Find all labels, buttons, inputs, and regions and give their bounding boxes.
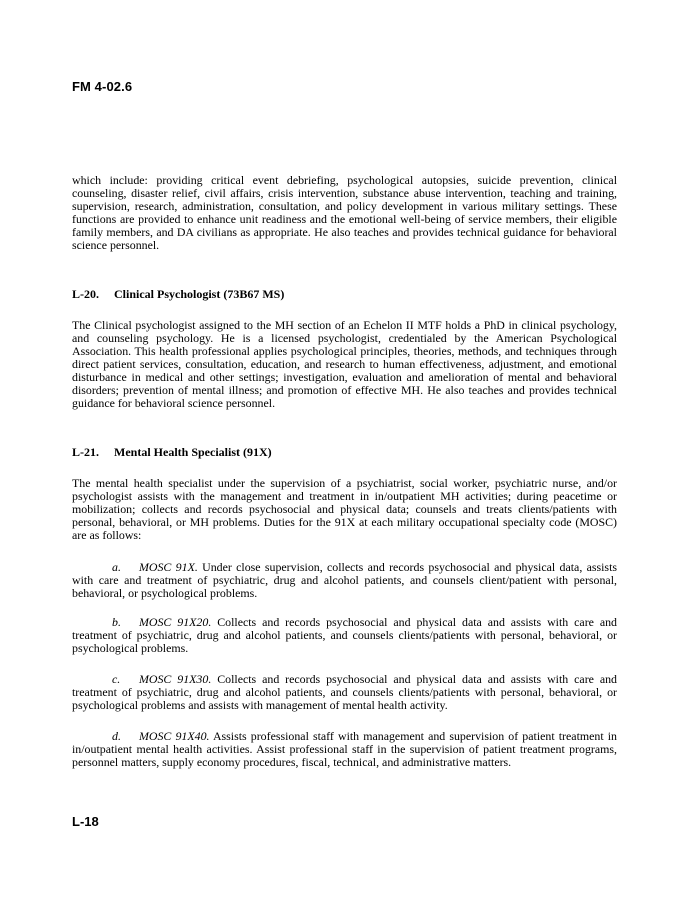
subparagraph-text: Collects and records psychosocial and physical data and assists with care and treatment of psychiatric, drug and alcohol patients, and counsels clients/patients with personal, behavioral, or psychological problems. xyxy=(72,615,618,655)
section-l21-paragraph: The mental health specialist under the supervision of a psychiatrist, social worker, psychiatric nurse, and/or psychologist assists with the management and treatment in in/outpatient MH activities; during peacetime or mobilization; collects and records psychosocial and physical data; counsels and treats clients/patients with personal, behavioral, or MH problems. Duties for the 91X at each military occupational specialty code (MOSC) are as follows: xyxy=(72,476,617,542)
subparagraph-label: MOSC 91X40. xyxy=(139,729,210,743)
section-l20-paragraph: The Clinical psychologist assigned to the MH section of an Echelon II MTF holds a PhD in clinical psychology, and counseling psychology. He is a licensed psychologist, credentialed by the American Psychological Association. This health professional applies psychological principles, theories, methods, and techniques through direct patient services, consultation, education, and research to human effectiveness, adjustment, and emotional disturbance in medical and other settings; investigation, evaluation and amelioration of mental and behavioral disorders; prevention of mental illness; and promotion of effective MH. He also teaches and provides technical guidance for behavioral science personnel. xyxy=(72,318,617,410)
subparagraph-text: Assists professional staff with management and supervision of patient treatment in in/outpatient mental health activities. Assist professional staff in the supervision of patient treatment programs, personnel matters, supply economy procedures, fiscal, technical, and administrative matters. xyxy=(72,729,617,769)
subparagraph-c xyxy=(72,673,617,712)
subparagraph-b xyxy=(72,616,617,655)
subparagraph-label: MOSC 91X20. xyxy=(139,615,212,629)
section-title: Clinical Psychologist (73B67 MS) xyxy=(114,287,285,301)
subparagraph-label: MOSC 91X30. xyxy=(139,672,212,686)
intro-paragraph: which include: providing critical event debriefing, psychological autopsies, suicide prevention, clinical counseling, disaster relief, civil affairs, crisis intervention, substance abuse intervention, teaching and training, supervision, research, administration, consultation, and policy development in various military settings. These functions are provided to enhance unit readiness and the emotional well-being of service members, their eligible family members, and DA civilians as appropriate. He also teaches and provides technical guidance for behavioral science personnel. xyxy=(72,173,617,252)
subparagraph-label: MOSC 91X. xyxy=(139,560,198,574)
running-head: FM 4-02.6 xyxy=(72,79,133,94)
subparagraph-text: Collects and records psychosocial and physical data and assists with care and treatment of psychiatric, drug and alcohol patients, and counsels clients/patients with personal, behavioral, or psychological problems and assists with management of mental health activity. xyxy=(72,672,618,712)
subparagraph-d xyxy=(72,730,617,769)
subparagraph-letter: d. xyxy=(112,729,121,743)
section-number: L-20. xyxy=(72,287,99,301)
subparagraph-text: Under close supervision, collects and records psychosocial and physical data, assists with care and treatment of psychiatric, drug and alcohol patients, and counsels client/patient with personal, behavioral, or psychological problems. xyxy=(72,560,617,600)
subparagraph-a xyxy=(72,561,617,600)
section-heading-l21 xyxy=(72,446,272,459)
page-number: L-18 xyxy=(72,814,99,829)
subparagraph-letter: b. xyxy=(112,615,121,629)
subparagraph-letter: c. xyxy=(112,672,121,686)
section-title: Mental Health Specialist (91X) xyxy=(114,445,272,459)
subparagraph-letter: a. xyxy=(112,560,121,574)
section-number: L-21. xyxy=(72,445,99,459)
section-heading-l20 xyxy=(72,288,284,301)
